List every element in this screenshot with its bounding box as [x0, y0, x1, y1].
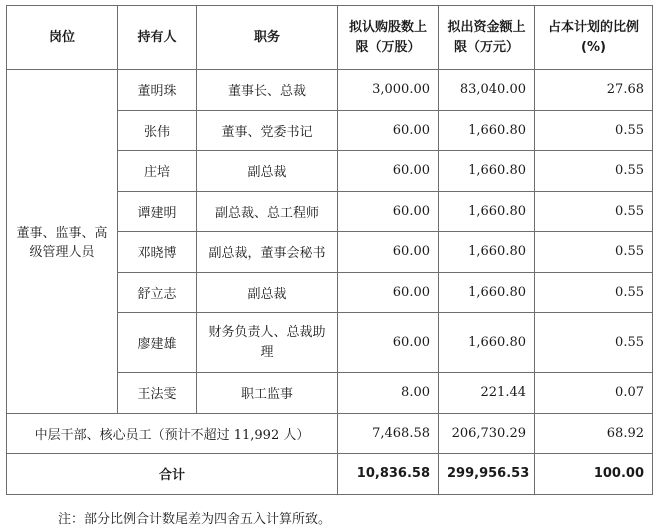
total-label: 合计 [7, 454, 338, 495]
group-cell: 董事、监事、高级管理人员 [7, 70, 118, 414]
shares-cell: 60.00 [338, 232, 439, 273]
amount-cell: 1,660.80 [439, 191, 535, 232]
holder-title: 副总裁、总工程师 [197, 191, 338, 232]
holder-name: 舒立志 [118, 272, 197, 313]
amount-cell: 1,660.80 [439, 313, 535, 373]
amount-cell: 1,660.80 [439, 110, 535, 151]
header-title: 职务 [197, 6, 338, 70]
amount-cell: 1,660.80 [439, 232, 535, 273]
amount-cell: 1,660.80 [439, 151, 535, 192]
header-position: 岗位 [7, 6, 118, 70]
holder-title: 财务负责人、总裁助理 [197, 313, 338, 373]
middle-label: 中层干部、核心员工（预计不超过 11,992 人） [7, 413, 338, 454]
holder-name: 谭建明 [118, 191, 197, 232]
ratio-cell: 0.55 [535, 272, 653, 313]
holding-plan-table [6, 5, 653, 495]
holder-name: 廖建雄 [118, 313, 197, 373]
holder-title: 职工监事 [197, 373, 338, 414]
holder-title: 副总裁 [197, 151, 338, 192]
header-ratio: 占本计划的比例(%) [535, 6, 653, 70]
header-row [7, 6, 653, 70]
holder-name: 王法雯 [118, 373, 197, 414]
holder-name: 庄培 [118, 151, 197, 192]
ratio-cell: 0.55 [535, 191, 653, 232]
total-ratio: 100.00 [535, 454, 653, 495]
holder-title: 副总裁 [197, 272, 338, 313]
header-shares: 拟认购股数上限（万股） [338, 6, 439, 70]
ratio-cell: 27.68 [535, 70, 653, 111]
shares-cell: 60.00 [338, 191, 439, 232]
shares-cell: 60.00 [338, 272, 439, 313]
middle-row [7, 413, 653, 454]
ratio-cell: 0.55 [535, 110, 653, 151]
shares-cell: 3,000.00 [338, 70, 439, 111]
ratio-cell: 0.55 [535, 232, 653, 273]
middle-shares: 7,468.58 [338, 413, 439, 454]
total-amount: 299,956.53 [439, 454, 535, 495]
ratio-cell: 0.55 [535, 151, 653, 192]
total-shares: 10,836.58 [338, 454, 439, 495]
shares-cell: 60.00 [338, 110, 439, 151]
shares-cell: 60.00 [338, 151, 439, 192]
header-amount: 拟出资金额上限（万元） [439, 6, 535, 70]
amount-cell: 221.44 [439, 373, 535, 414]
holder-title: 董事长、总裁 [197, 70, 338, 111]
shares-cell: 8.00 [338, 373, 439, 414]
ratio-cell: 0.55 [535, 313, 653, 373]
holder-title: 董事、党委书记 [197, 110, 338, 151]
holder-name: 邓晓博 [118, 232, 197, 273]
amount-cell: 83,040.00 [439, 70, 535, 111]
table-row [7, 70, 653, 111]
holder-title: 副总裁，董事会秘书 [197, 232, 338, 273]
total-row [7, 454, 653, 495]
header-holder: 持有人 [118, 6, 197, 70]
middle-ratio: 68.92 [535, 413, 653, 454]
footnote: 注：部分比例合计数尾差为四舍五入计算所致。 [58, 512, 332, 527]
amount-cell: 1,660.80 [439, 272, 535, 313]
shares-cell: 60.00 [338, 313, 439, 373]
middle-amount: 206,730.29 [439, 413, 535, 454]
holder-name: 董明珠 [118, 70, 197, 111]
ratio-cell: 0.07 [535, 373, 653, 414]
holder-name: 张伟 [118, 110, 197, 151]
